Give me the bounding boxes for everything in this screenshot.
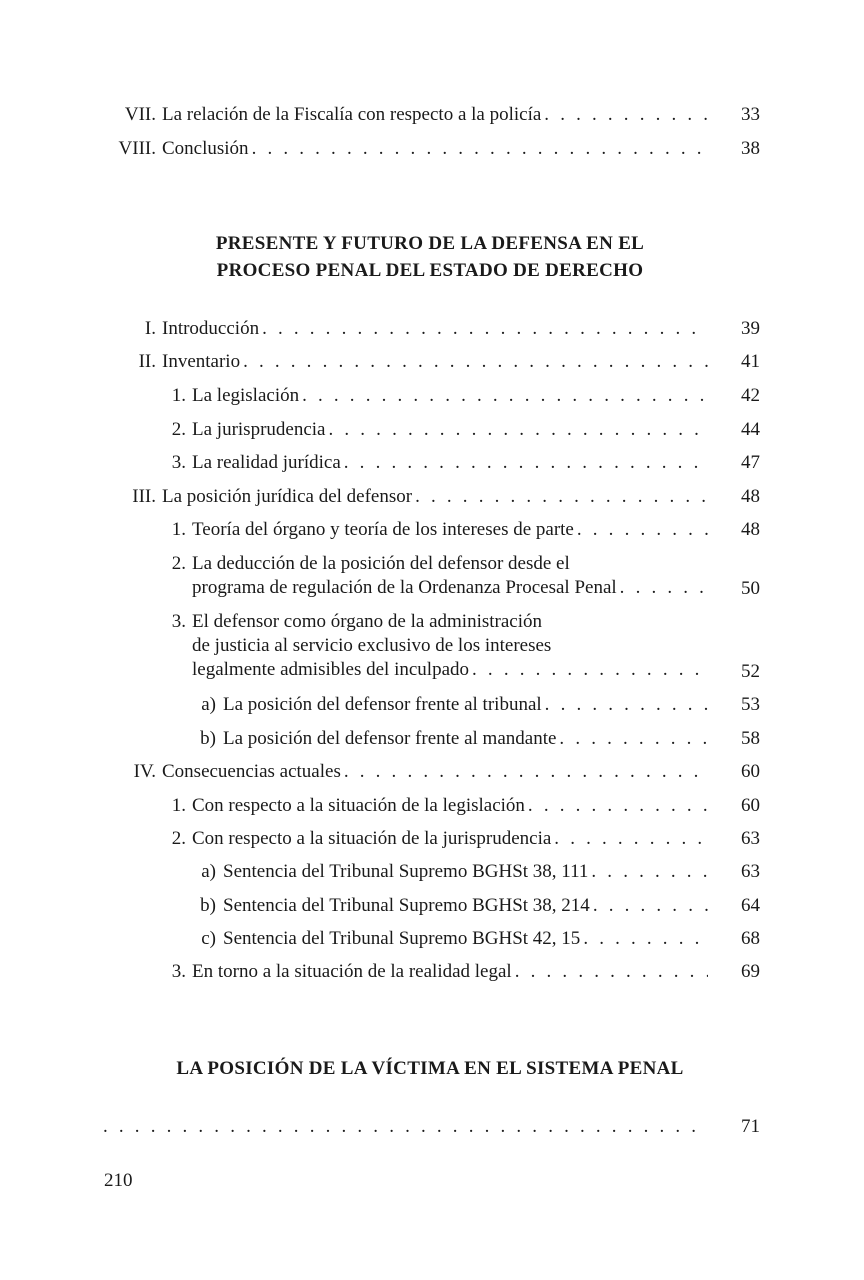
entry-number: c) xyxy=(201,928,216,949)
entry-page-number: 63 xyxy=(741,861,760,882)
entry-page-number: 53 xyxy=(741,694,760,715)
dot-leader xyxy=(528,794,708,818)
toc-entry xyxy=(100,418,760,443)
toc-entry xyxy=(100,317,760,342)
entry-title-line xyxy=(100,1115,712,1139)
dot-leader xyxy=(243,350,708,374)
toc-entry xyxy=(100,727,760,752)
dot-leader xyxy=(544,103,708,127)
entry-title-line xyxy=(162,760,712,784)
dot-leader xyxy=(559,727,708,751)
entry-number: 1. xyxy=(171,795,186,816)
entry-title-line xyxy=(192,960,712,984)
dot-leader xyxy=(252,137,708,161)
entry-title: Sentencia del Tribunal Supremo BGHSt 38, 111 xyxy=(223,861,589,882)
dot-leader xyxy=(583,927,708,951)
entry-page-number: 60 xyxy=(741,761,760,782)
entry-page-number: 60 xyxy=(741,795,760,816)
entry-title-line xyxy=(192,658,712,682)
entry-page-number: 63 xyxy=(741,828,760,849)
entry-title-line xyxy=(162,350,712,374)
entry-title: La jurisprudencia xyxy=(192,419,326,440)
entry-title-line xyxy=(223,693,712,717)
dot-leader xyxy=(344,760,708,784)
entry-title: Teoría del órgano y teoría de los intereses de parte xyxy=(192,519,574,540)
entry-title-line xyxy=(192,552,712,576)
toc-entry xyxy=(100,518,760,543)
toc-entry xyxy=(100,693,760,718)
entry-title-line xyxy=(162,103,712,127)
dot-leader xyxy=(577,518,708,542)
entry-number: 3. xyxy=(171,611,186,632)
entry-title: Con respecto a la situación de la legislación xyxy=(192,795,525,816)
entry-number: 3. xyxy=(171,452,186,473)
entry-title: Inventario xyxy=(162,351,241,372)
entry-title-line xyxy=(223,727,712,751)
entry-title: Consecuencias actuales xyxy=(162,761,341,782)
toc-entry xyxy=(100,485,760,510)
entry-page-number: 42 xyxy=(741,385,760,406)
entry-number: III. xyxy=(132,486,156,507)
entry-title-line xyxy=(223,860,712,884)
entry-page-number: 71 xyxy=(741,1116,760,1137)
dot-leader xyxy=(472,658,708,682)
entry-number: 2. xyxy=(171,553,186,574)
entry-number: 2. xyxy=(171,828,186,849)
entry-number: b) xyxy=(200,728,216,749)
entry-page-number: 68 xyxy=(741,928,760,949)
entry-title-line xyxy=(192,610,712,634)
entry-number: b) xyxy=(200,895,216,916)
entry-number: IV. xyxy=(133,761,156,782)
entry-page-number: 52 xyxy=(741,661,760,682)
entry-page-number: 58 xyxy=(741,728,760,749)
entry-number: a) xyxy=(201,861,216,882)
entry-number: VII. xyxy=(124,104,156,125)
dot-leader xyxy=(620,576,708,600)
toc-entry xyxy=(100,860,760,885)
toc-entry xyxy=(100,552,760,602)
dot-leader xyxy=(344,451,708,475)
entry-number: 3. xyxy=(171,961,186,982)
entry-number: I. xyxy=(144,318,156,339)
entry-page-number: 50 xyxy=(741,578,760,599)
entry-title-line xyxy=(223,894,712,918)
dot-leader xyxy=(103,1115,708,1139)
entry-title-line xyxy=(192,634,712,658)
toc-entry xyxy=(100,794,760,819)
entry-title-line xyxy=(162,317,712,341)
entry-number: a) xyxy=(201,694,216,715)
entry-page-number: 69 xyxy=(741,961,760,982)
entry-title: La relación de la Fiscalía con respecto a la policía xyxy=(162,104,542,125)
entry-page-number: 48 xyxy=(741,486,760,507)
entry-page-number: 33 xyxy=(741,104,760,125)
section-heading-defensa xyxy=(100,230,760,284)
entry-page-number: 48 xyxy=(741,519,760,540)
entry-title: En torno a la situación de la realidad legal xyxy=(192,961,512,982)
page-folio: 210 xyxy=(104,1170,133,1191)
entry-title: La legislación xyxy=(192,385,300,406)
entry-number: 2. xyxy=(171,419,186,440)
heading-line: LA POSICIÓN DE LA VÍCTIMA EN EL SISTEMA PENAL xyxy=(176,1058,684,1079)
entry-title-line xyxy=(192,827,712,851)
toc-entry xyxy=(100,827,760,852)
entry-number: 1. xyxy=(171,519,186,540)
toc-entry xyxy=(100,760,760,785)
heading-line: PROCESO PENAL DEL ESTADO DE DERECHO xyxy=(216,260,644,281)
entry-title: La posición jurídica del defensor xyxy=(162,486,413,507)
toc-entry xyxy=(100,350,760,375)
entry-page-number: 38 xyxy=(741,138,760,159)
entry-title: Con respecto a la situación de la jurisprudencia xyxy=(192,828,552,849)
dot-leader xyxy=(328,418,708,442)
entry-number: 1. xyxy=(171,385,186,406)
entry-page-number: 41 xyxy=(741,351,760,372)
entry-number: II. xyxy=(138,351,156,372)
entry-title-line xyxy=(162,137,712,161)
dot-leader xyxy=(593,894,708,918)
entry-title: Sentencia del Tribunal Supremo BGHSt 42, 15 xyxy=(223,928,581,949)
entry-title-line xyxy=(192,384,712,408)
entry-title-line xyxy=(192,576,712,600)
entry-title-line xyxy=(192,418,712,442)
toc-entry xyxy=(100,384,760,409)
entry-title-line xyxy=(192,794,712,818)
toc-entry xyxy=(100,894,760,919)
entry-title: La posición del defensor frente al mandante xyxy=(223,728,557,749)
entry-title: de justicia al servicio exclusivo de los intereses xyxy=(192,635,552,656)
entry-title: La realidad jurídica xyxy=(192,452,341,473)
entry-title: legalmente admisibles del inculpado xyxy=(192,659,470,680)
entry-title: programa de regulación de la Ordenanza Procesal Penal xyxy=(192,577,617,598)
entry-title: El defensor como órgano de la administración xyxy=(192,611,542,632)
entry-title: Conclusión xyxy=(162,138,249,159)
entry-title-line xyxy=(192,518,712,542)
toc-entry xyxy=(100,960,760,985)
entry-page-number: 39 xyxy=(741,318,760,339)
entry-title: La deducción de la posición del defensor desde el xyxy=(192,553,570,574)
toc-entry xyxy=(100,1115,760,1140)
dot-leader xyxy=(302,384,708,408)
entry-number: VIII. xyxy=(118,138,156,159)
toc-entry xyxy=(100,927,760,952)
dot-leader xyxy=(591,860,708,884)
entry-title: Introducción xyxy=(162,318,260,339)
toc-entry xyxy=(100,451,760,476)
entry-page-number: 64 xyxy=(741,895,760,916)
dot-leader xyxy=(554,827,708,851)
entry-title: La posición del defensor frente al tribunal xyxy=(223,694,542,715)
entry-title: Sentencia del Tribunal Supremo BGHSt 38, 214 xyxy=(223,895,590,916)
toc-entry xyxy=(100,137,760,162)
section-heading-victima xyxy=(100,1055,760,1082)
toc-entry xyxy=(100,610,760,685)
entry-page-number: 47 xyxy=(741,452,760,473)
dot-leader xyxy=(415,485,708,509)
dot-leader xyxy=(262,317,708,341)
entry-page-number: 44 xyxy=(741,419,760,440)
dot-leader xyxy=(545,693,708,717)
dot-leader xyxy=(515,960,708,984)
entry-title-line xyxy=(192,451,712,475)
toc-entry xyxy=(100,103,760,128)
heading-line: PRESENTE Y FUTURO DE LA DEFENSA EN EL xyxy=(215,233,645,254)
entry-title-line xyxy=(223,927,712,951)
entry-title-line xyxy=(162,485,712,509)
